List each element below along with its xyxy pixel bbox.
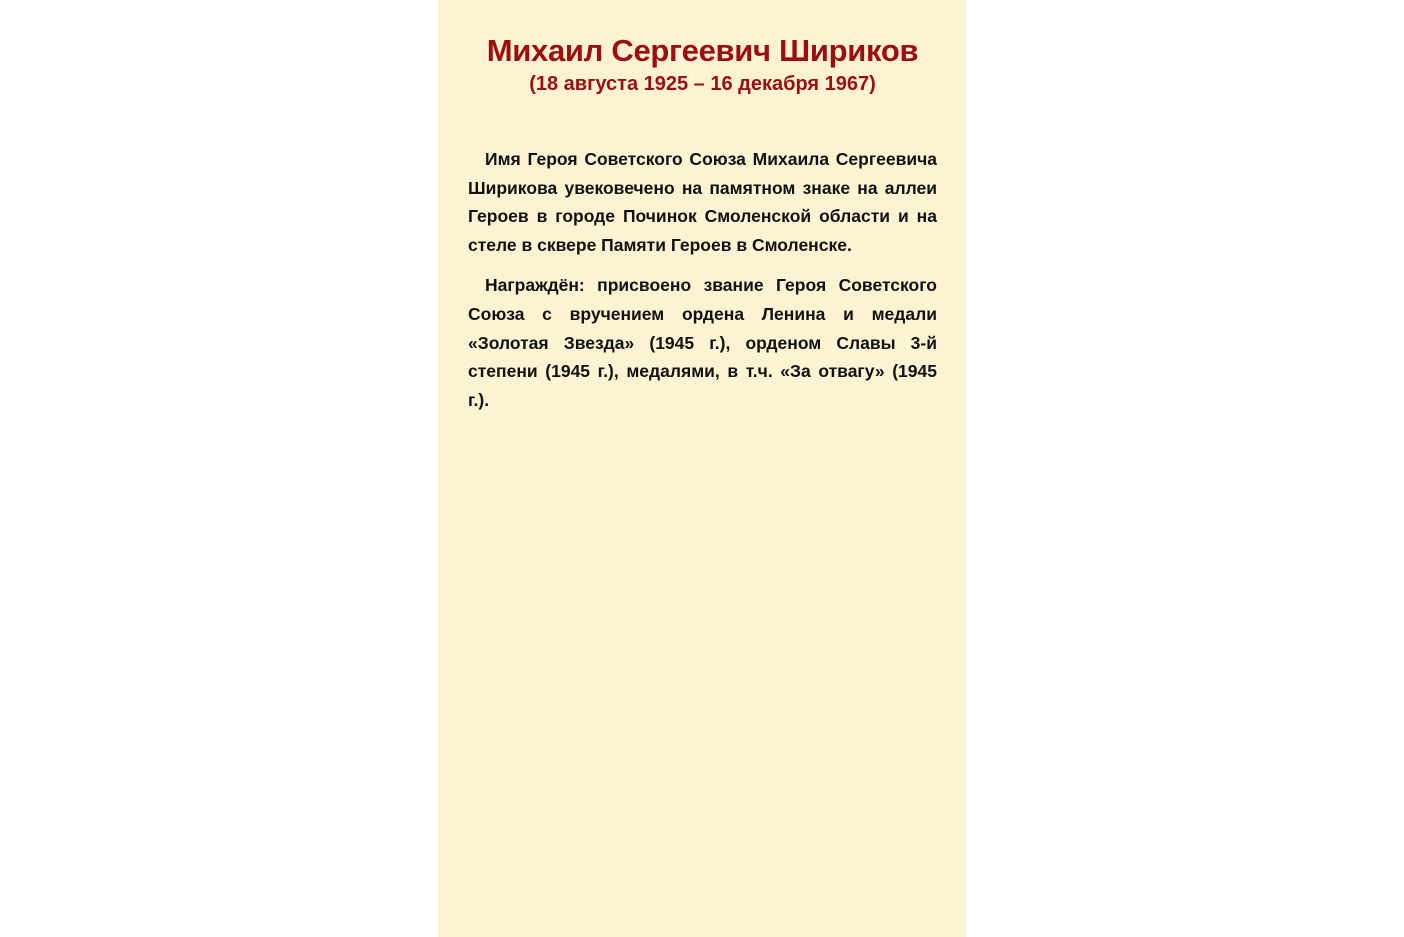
life-dates: (18 августа 1925 – 16 декабря 1967) xyxy=(529,73,876,95)
document-page xyxy=(438,0,966,937)
awards-paragraph: Награждён: присвоено звание Героя Советского Союза с вручением ордена Ленина и медали «Золотая Звезда» (1945 г.), орденом Славы 3-й степени (1945 г.), медалями, в т.ч. «За отвагу» (1945 г.). xyxy=(468,275,937,410)
person-name-title: Михаил Сергеевич Шириков xyxy=(486,33,919,68)
memorial-paragraph: Имя Героя Советского Союза Михаила Сергеевича Ширикова увековечено на памятном знаке на аллеи Героев в городе Починок Смоленской области и на стеле в сквере Памяти Героев в Смоленске. xyxy=(468,149,937,255)
